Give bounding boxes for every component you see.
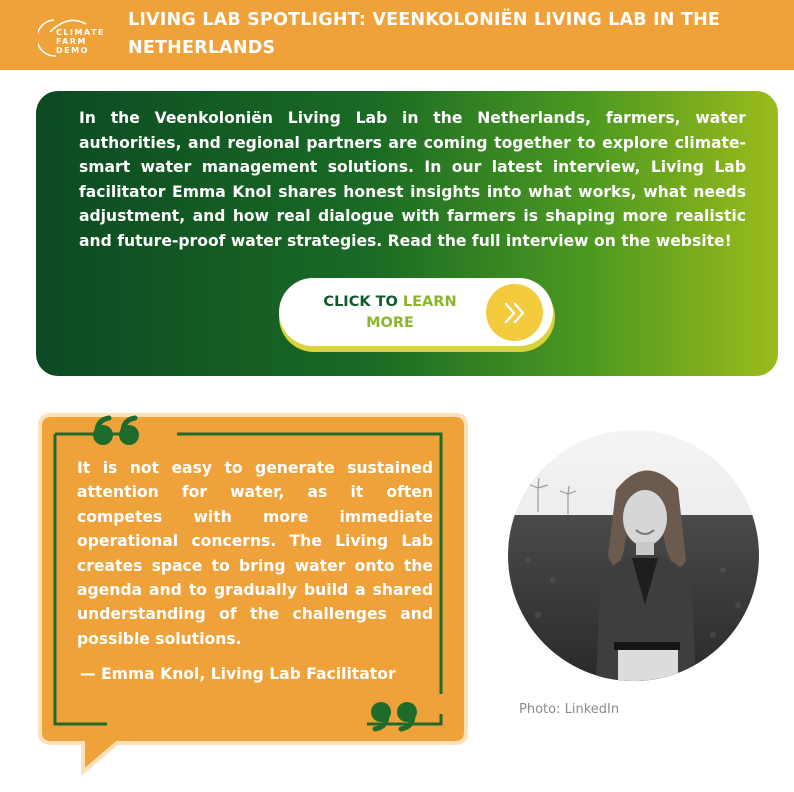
header-bar — [0, 0, 794, 70]
logo-text-line: DEMO — [56, 46, 89, 55]
logo-text-line: FARM — [56, 37, 87, 46]
photo-credit: Photo: LinkedIn — [519, 702, 620, 717]
cta-word: MORE — [366, 315, 414, 331]
cta-word: CLICK TO — [323, 294, 398, 310]
quote-text: It is not easy to generate sustained attention for water, as it often competes with more immediate operational concerns. The Living Lab creates space to bring water onto the agenda and to gradually build a shared understanding of the challenges and possible solutions. — [77, 459, 433, 648]
cta-word: LEARN — [402, 294, 457, 310]
double-chevron-right-icon — [500, 298, 530, 328]
cta-arrow-circle[interactable] — [486, 284, 543, 341]
page-title: LIVING LAB SPOTLIGHT: VEENKOLONIËN LIVING LAB IN THE NETHERLANDS — [128, 10, 721, 58]
climate-farm-demo-logo — [38, 12, 118, 62]
portrait-photo — [508, 430, 759, 681]
learn-more-button[interactable] — [279, 278, 553, 346]
learn-more-label — [315, 292, 465, 334]
intro-text: In the Veenkoloniën Living Lab in the Netherlands, farmers, water authorities, and regional partners are coming together to explore climate-smart water management solutions. In our latest interview, Living Lab facilitator Emma Knol shares honest insights into what works, what needs adjustment, and how real dialogue with farmers is shaping more realistic and future-proof water strategies. Read the full interview on the website! — [79, 109, 746, 250]
logo-text-line: CLIMATE — [56, 28, 105, 37]
quote-attribution: — Emma Knol, Living Lab Facilitator — [80, 665, 396, 683]
